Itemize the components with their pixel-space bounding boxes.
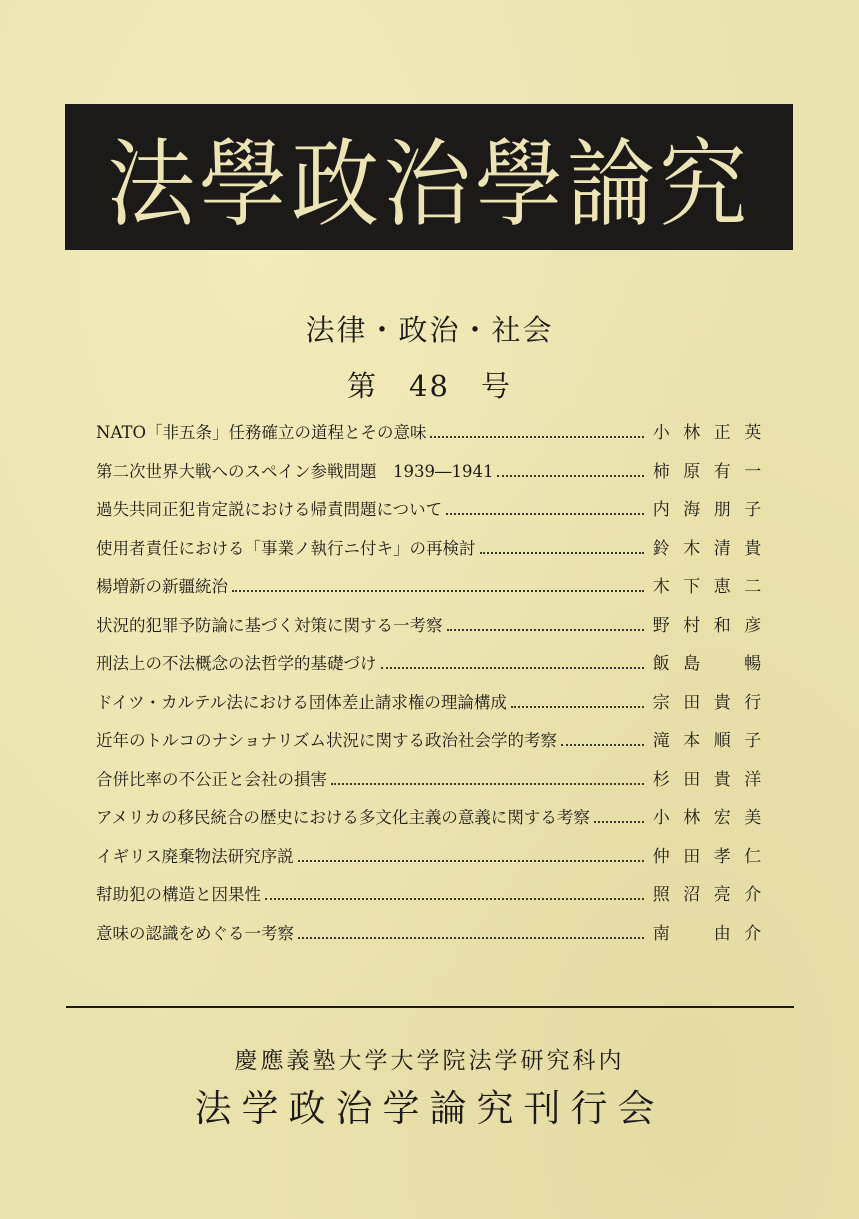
publisher-affiliation: 慶應義塾大学大学院法学研究科内 bbox=[234, 1048, 625, 1074]
toc-author bbox=[646, 611, 768, 636]
toc-author-char: 田 bbox=[683, 692, 701, 713]
toc-author-char: 英 bbox=[744, 423, 762, 443]
toc-author bbox=[646, 457, 768, 482]
publisher-name: 法学政治学論究刊行会 bbox=[194, 1087, 665, 1130]
toc-author-char: 南 bbox=[652, 923, 670, 944]
toc-author-char: 原 bbox=[683, 461, 701, 482]
toc-author-char: 野 bbox=[652, 615, 670, 636]
toc-author-char: 小 bbox=[652, 423, 670, 443]
toc-author-char: 林 bbox=[683, 808, 701, 828]
title-banner bbox=[65, 104, 793, 250]
toc-article-title: 第二次世界大戦へのスペイン参戦問題 1939―1941 bbox=[96, 461, 494, 481]
toc-entry bbox=[96, 880, 768, 919]
toc-article-title: イギリス廃棄物法研究序説 bbox=[96, 846, 294, 866]
toc-author-char: 海 bbox=[683, 500, 701, 520]
toc-author-char: 柿 bbox=[652, 461, 670, 482]
toc-author-char: 二 bbox=[744, 577, 762, 597]
toc-author bbox=[646, 572, 768, 597]
toc-author bbox=[646, 803, 768, 828]
toc-article-title: 状況的犯罪予防論に基づく対策に関する一考察 bbox=[96, 615, 443, 635]
journal-title: 法學政治學論究 bbox=[106, 128, 751, 240]
toc-author bbox=[646, 495, 768, 520]
toc-leader-dots bbox=[447, 629, 645, 631]
toc-leader-dots bbox=[594, 821, 644, 823]
toc-entry bbox=[96, 611, 768, 650]
toc-entry bbox=[96, 572, 768, 611]
toc-author-char: 飯 bbox=[652, 654, 670, 674]
toc-author-char: 貴 bbox=[713, 769, 731, 790]
toc-entry bbox=[96, 649, 768, 688]
toc-author-char: 田 bbox=[683, 769, 701, 790]
toc-author-char: 恵 bbox=[713, 577, 731, 597]
toc-author-char: 彦 bbox=[744, 615, 762, 636]
toc-author-char: 朋 bbox=[713, 500, 731, 520]
toc-entry bbox=[96, 688, 768, 727]
issue-number: 第 48 号 bbox=[347, 369, 512, 403]
toc-leader-dots bbox=[561, 744, 644, 746]
toc-author-char: 宏 bbox=[713, 808, 731, 828]
toc-author-char: 介 bbox=[744, 923, 762, 944]
toc-author bbox=[646, 919, 768, 944]
toc-author-char: 島 bbox=[683, 654, 701, 674]
toc-author-char: 子 bbox=[744, 731, 762, 751]
toc-author-char: 美 bbox=[744, 808, 762, 828]
toc-article-title: 過失共同正犯肯定説における帰責問題について bbox=[96, 500, 443, 519]
toc-leader-dots bbox=[298, 860, 644, 862]
toc-leader-dots bbox=[497, 475, 644, 477]
toc-author-char: 貴 bbox=[744, 538, 762, 559]
toc-author-char: 木 bbox=[652, 577, 670, 597]
toc-entry bbox=[96, 842, 768, 881]
toc-leader-dots bbox=[331, 783, 644, 785]
toc-entry bbox=[96, 495, 768, 534]
toc-author-char: 内 bbox=[652, 500, 670, 520]
toc-article-title: NATO「非五条」任務確立の道程とその意味 bbox=[96, 423, 427, 442]
toc-entry bbox=[96, 726, 768, 765]
toc-leader-dots bbox=[480, 552, 645, 554]
toc-author-char: 木 bbox=[683, 538, 701, 559]
toc-author-char: 下 bbox=[683, 577, 701, 597]
toc-author-char: 本 bbox=[683, 731, 701, 751]
toc-author-char: 一 bbox=[744, 461, 762, 482]
toc-author-char: 林 bbox=[683, 423, 701, 443]
toc-author-char bbox=[677, 919, 708, 944]
toc-author-char: 和 bbox=[713, 615, 731, 636]
toc-author-char bbox=[707, 649, 738, 674]
toc-entry bbox=[96, 803, 768, 842]
toc-author-char: 田 bbox=[683, 846, 701, 867]
toc-author-char: 杉 bbox=[652, 769, 670, 790]
toc-author-char: 暢 bbox=[744, 654, 762, 674]
toc-author-char: 仁 bbox=[744, 846, 762, 867]
toc-author bbox=[646, 534, 768, 559]
toc-leader-dots bbox=[430, 436, 644, 438]
toc-entry bbox=[96, 457, 768, 496]
toc-author-char: 順 bbox=[713, 731, 731, 751]
toc-author-char: 小 bbox=[652, 808, 670, 828]
toc-author-char: 由 bbox=[713, 923, 731, 944]
toc-author bbox=[646, 842, 768, 867]
toc-article-title: 使用者責任における「事業ノ執行ニ付キ」の再検討 bbox=[96, 538, 476, 558]
divider bbox=[66, 1006, 794, 1008]
toc-article-title: 意味の認識をめぐる一考察 bbox=[96, 923, 294, 943]
toc-entry bbox=[96, 534, 768, 573]
toc-author-char: 貴 bbox=[713, 692, 731, 713]
toc-author-char: 沼 bbox=[683, 885, 701, 905]
toc-leader-dots bbox=[446, 513, 644, 515]
toc-author-char: 介 bbox=[744, 885, 762, 905]
toc-article-title: 幇助犯の構造と因果性 bbox=[96, 885, 261, 904]
toc-leader-dots bbox=[298, 937, 644, 939]
toc-leader-dots bbox=[265, 898, 644, 900]
toc-entry bbox=[96, 418, 768, 457]
toc-leader-dots bbox=[232, 590, 644, 592]
toc-author-char: 仲 bbox=[652, 846, 670, 867]
toc-author-char: 子 bbox=[744, 500, 762, 520]
toc-author-char: 亮 bbox=[713, 885, 731, 905]
toc-author-char: 有 bbox=[713, 461, 731, 482]
toc-author bbox=[646, 649, 768, 674]
toc-author bbox=[646, 688, 768, 713]
toc-author-char: 清 bbox=[713, 538, 731, 559]
toc-article-title: 合併比率の不公正と会社の損害 bbox=[96, 769, 327, 789]
toc-author-char: 行 bbox=[744, 692, 762, 713]
toc-author-char: 洋 bbox=[744, 769, 762, 790]
toc-author bbox=[646, 880, 768, 905]
toc-author-char: 鈴 bbox=[652, 538, 670, 559]
toc-author-char: 孝 bbox=[713, 846, 731, 867]
toc-leader-dots bbox=[381, 667, 645, 669]
toc-entry bbox=[96, 765, 768, 804]
toc-article-title: 近年のトルコのナショナリズム状況に関する政治社会学的考察 bbox=[96, 731, 558, 750]
table-of-contents bbox=[96, 418, 768, 957]
toc-leader-dots bbox=[511, 706, 644, 708]
toc-author-char: 照 bbox=[652, 885, 670, 905]
toc-author-char: 滝 bbox=[652, 731, 670, 751]
toc-author-char: 村 bbox=[683, 615, 701, 636]
toc-article-title: アメリカの移民統合の歴史における多文化主義の意義に関する考察 bbox=[96, 808, 590, 827]
toc-author bbox=[646, 418, 768, 443]
toc-article-title: ドイツ・カルテル法における団体差止請求権の理論構成 bbox=[96, 692, 507, 712]
toc-author bbox=[646, 765, 768, 790]
toc-article-title: 刑法上の不法概念の法哲学的基礎づけ bbox=[96, 654, 377, 673]
journal-subtitle: 法律・政治・社会 bbox=[305, 313, 554, 347]
toc-author-char: 正 bbox=[713, 423, 731, 443]
toc-entry bbox=[96, 919, 768, 958]
toc-author bbox=[646, 726, 768, 751]
toc-author-char: 宗 bbox=[652, 692, 670, 713]
toc-article-title: 楊増新の新疆統治 bbox=[96, 577, 228, 596]
